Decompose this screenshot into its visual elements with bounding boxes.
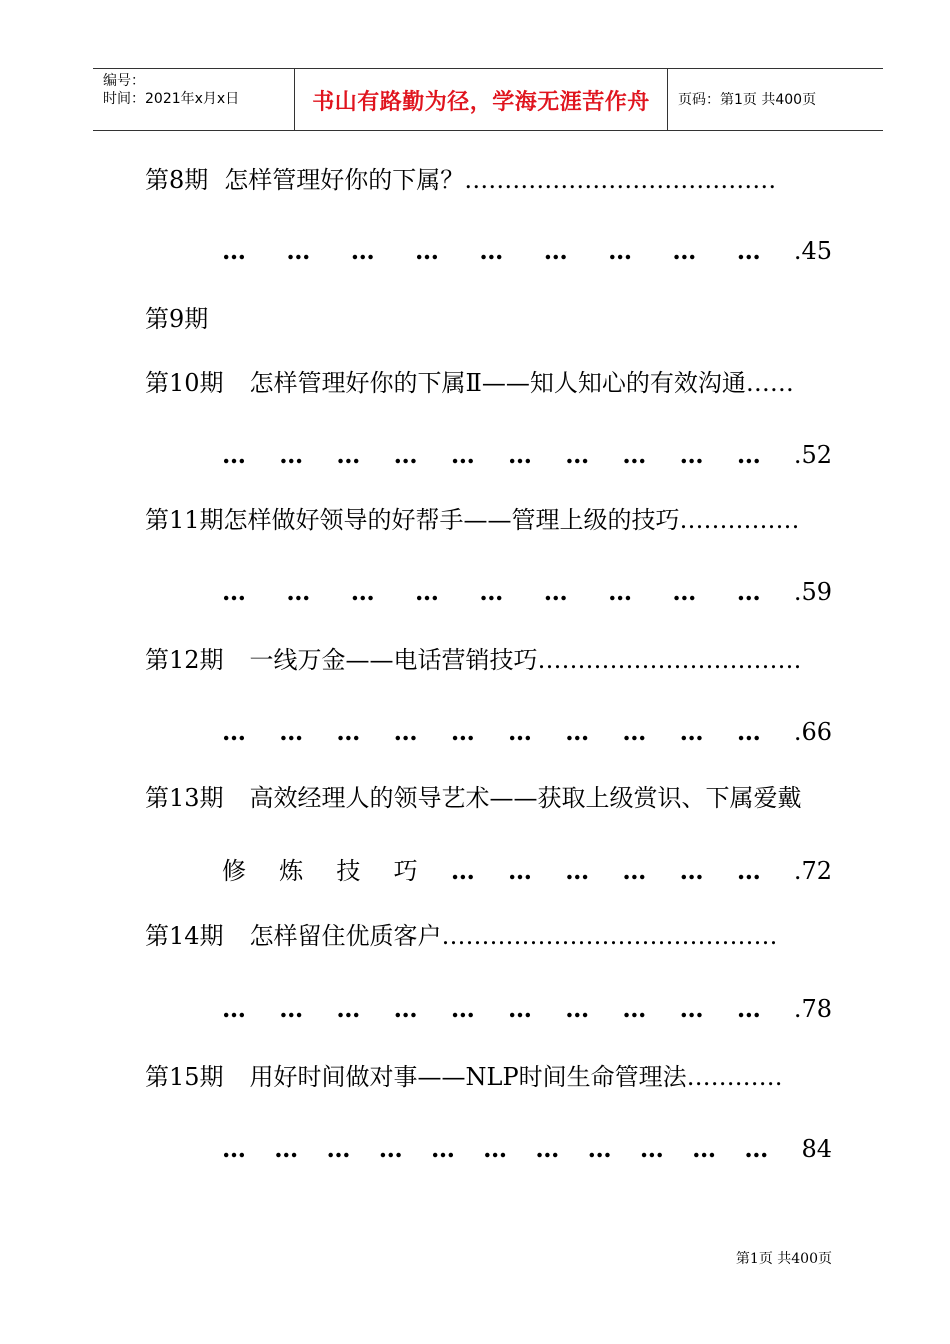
toc-entry[interactable] xyxy=(145,368,833,398)
toc-dot-group: … xyxy=(672,236,696,265)
toc-dot-group: … xyxy=(450,717,474,746)
toc-issue-number: 第15期 xyxy=(145,1063,224,1091)
toc-dot-group: … xyxy=(222,236,245,265)
toc-dot-group: … xyxy=(736,440,760,469)
toc-dot-group: … xyxy=(336,717,360,746)
toc-dot-group: … xyxy=(222,1134,245,1163)
toc-entry[interactable] xyxy=(145,1062,833,1092)
toc-spaced-char: 技 xyxy=(336,857,360,885)
toc-page-number: .52 xyxy=(793,441,832,469)
toc-dot-group: … xyxy=(508,994,532,1023)
toc-dot-group: … xyxy=(350,577,374,606)
toc-entry-continuation xyxy=(222,1134,832,1164)
toc-dot-group: … xyxy=(508,856,532,885)
toc-dot-group: … xyxy=(222,577,245,606)
toc-page-number: 84 xyxy=(801,1135,832,1163)
toc-entry-continuation xyxy=(222,994,832,1024)
toc-dot-group: … xyxy=(565,717,589,746)
motto: 书山有路勤为径，学海无涯苦作舟 xyxy=(312,90,650,115)
toc-dot-group: … xyxy=(336,440,360,469)
toc-spaced-char: 修 xyxy=(222,857,245,885)
toc-leader-dots xyxy=(222,856,794,886)
toc-dot-group: … xyxy=(543,236,567,265)
toc-entry[interactable] xyxy=(145,921,833,951)
toc-dot-group: … xyxy=(450,856,474,885)
header-page-info: 页码：第1页 共400页 xyxy=(678,92,817,108)
toc-leader-dots xyxy=(222,577,794,607)
toc-spaced-char: 炼 xyxy=(279,857,303,885)
toc-leader-dots: ………………………………… xyxy=(464,166,777,194)
toc-dot-group: … xyxy=(622,440,646,469)
toc-dot-group: … xyxy=(608,577,632,606)
toc-dot-group: … xyxy=(479,577,503,606)
toc-entry[interactable] xyxy=(145,304,833,334)
toc-dot-group: … xyxy=(279,994,303,1023)
toc-dot-group: … xyxy=(622,856,646,885)
toc-dot-group: … xyxy=(608,236,632,265)
toc-entry-title: 怎样留住优质客户…………………………………… xyxy=(249,922,778,950)
toc-dot-group: … xyxy=(622,717,646,746)
toc-leader-dots xyxy=(222,236,794,266)
toc-dot-group: … xyxy=(222,717,245,746)
toc-dot-group: … xyxy=(350,236,374,265)
toc-entry-title: 高效经理人的领导艺术——获取上级赏识、下属爱戴 xyxy=(249,784,802,812)
toc-dot-group: … xyxy=(679,717,703,746)
toc-spaced-char: 巧 xyxy=(393,857,417,885)
toc-entry-continuation xyxy=(222,440,832,470)
toc-dot-group: … xyxy=(415,236,439,265)
toc-dot-group: … xyxy=(415,577,439,606)
toc-dot-group: … xyxy=(736,717,760,746)
toc-dot-group: … xyxy=(679,856,703,885)
toc-dot-group: … xyxy=(535,1134,559,1163)
toc-entry-continuation xyxy=(222,577,832,607)
toc-entry[interactable] xyxy=(145,645,833,675)
toc-issue-number: 第11期 xyxy=(145,506,224,534)
toc-entry-continuation xyxy=(222,717,832,747)
toc-dot-group: … xyxy=(274,1134,298,1163)
toc-issue-number: 第10期 xyxy=(145,369,224,397)
toc-entry-title: 一线万金——电话营销技巧…………………………… xyxy=(249,646,802,674)
toc-dot-group: … xyxy=(736,577,760,606)
toc-leader-dots xyxy=(222,1134,801,1164)
toc-dot-group: … xyxy=(483,1134,507,1163)
toc-entry[interactable] xyxy=(145,783,833,813)
toc-dot-group: … xyxy=(679,440,703,469)
toc-entry-title: 用好时间做对事——NLP时间生命管理法………… xyxy=(249,1063,783,1091)
toc-dot-group: … xyxy=(378,1134,402,1163)
toc-dot-group: … xyxy=(639,1134,663,1163)
toc-entry-continuation xyxy=(222,236,832,266)
toc-dot-group: … xyxy=(508,440,532,469)
toc-dot-group: … xyxy=(450,994,474,1023)
toc-issue-number: 第13期 xyxy=(145,784,224,812)
toc-dot-group: … xyxy=(692,1134,716,1163)
toc-leader-dots xyxy=(222,994,794,1024)
toc-entry-title: 怎样管理好你的下属Ⅱ——知人知心的有效沟通…… xyxy=(249,369,794,397)
toc-dot-group: … xyxy=(286,577,310,606)
toc-dot-group: … xyxy=(222,440,245,469)
toc-dot-group: … xyxy=(672,577,696,606)
toc-dot-group: … xyxy=(543,577,567,606)
toc-dot-group: … xyxy=(736,236,760,265)
serial-label: 编号： xyxy=(103,73,145,89)
toc-dot-group: … xyxy=(336,994,360,1023)
toc-dot-group: … xyxy=(222,994,245,1023)
toc-issue-number: 第9期 xyxy=(145,305,209,333)
time-label: 时间：2021年x月x日 xyxy=(103,91,240,107)
toc-dot-group: … xyxy=(565,856,589,885)
toc-dot-group: … xyxy=(508,717,532,746)
toc-dot-group: … xyxy=(326,1134,350,1163)
toc-dot-group: … xyxy=(736,994,760,1023)
toc-issue-number: 第14期 xyxy=(145,922,224,950)
toc-issue-number: 第8期 xyxy=(145,166,209,194)
toc-entry-title: 怎样做好领导的好帮手——管理上级的技巧…………… xyxy=(223,506,800,534)
toc-dot-group: … xyxy=(450,440,474,469)
toc-dot-group: … xyxy=(393,994,417,1023)
toc-dot-group: … xyxy=(393,440,417,469)
toc-page-number: .45 xyxy=(793,237,832,265)
toc-dot-group: … xyxy=(430,1134,454,1163)
toc-dot-group: … xyxy=(279,440,303,469)
footer-page-info: 第1页 共400页 xyxy=(735,1251,832,1267)
toc-page-number: .59 xyxy=(793,578,832,606)
toc-page-number: .66 xyxy=(793,718,832,746)
toc-leader-dots xyxy=(222,440,794,470)
toc-dot-group: … xyxy=(565,440,589,469)
toc-dot-group: … xyxy=(279,717,303,746)
toc-dot-group: … xyxy=(286,236,310,265)
toc-dot-group: … xyxy=(393,717,417,746)
toc-issue-number: 第12期 xyxy=(145,646,224,674)
toc-dot-group: … xyxy=(622,994,646,1023)
toc-entry-continuation xyxy=(222,856,832,886)
toc-dot-group: … xyxy=(744,1134,768,1163)
toc-leader-dots xyxy=(222,717,794,747)
toc-dot-group: … xyxy=(736,856,760,885)
toc-entry[interactable] xyxy=(145,165,833,195)
toc-dot-group: … xyxy=(587,1134,611,1163)
toc-dot-group: … xyxy=(679,994,703,1023)
toc-entry[interactable] xyxy=(145,505,833,535)
toc-page-number: .72 xyxy=(793,857,832,885)
toc-dot-group: … xyxy=(479,236,503,265)
toc-dot-group: … xyxy=(565,994,589,1023)
toc-entry-title: 怎样管理好你的下属？ xyxy=(224,166,465,194)
toc-page-number: .78 xyxy=(793,995,832,1023)
